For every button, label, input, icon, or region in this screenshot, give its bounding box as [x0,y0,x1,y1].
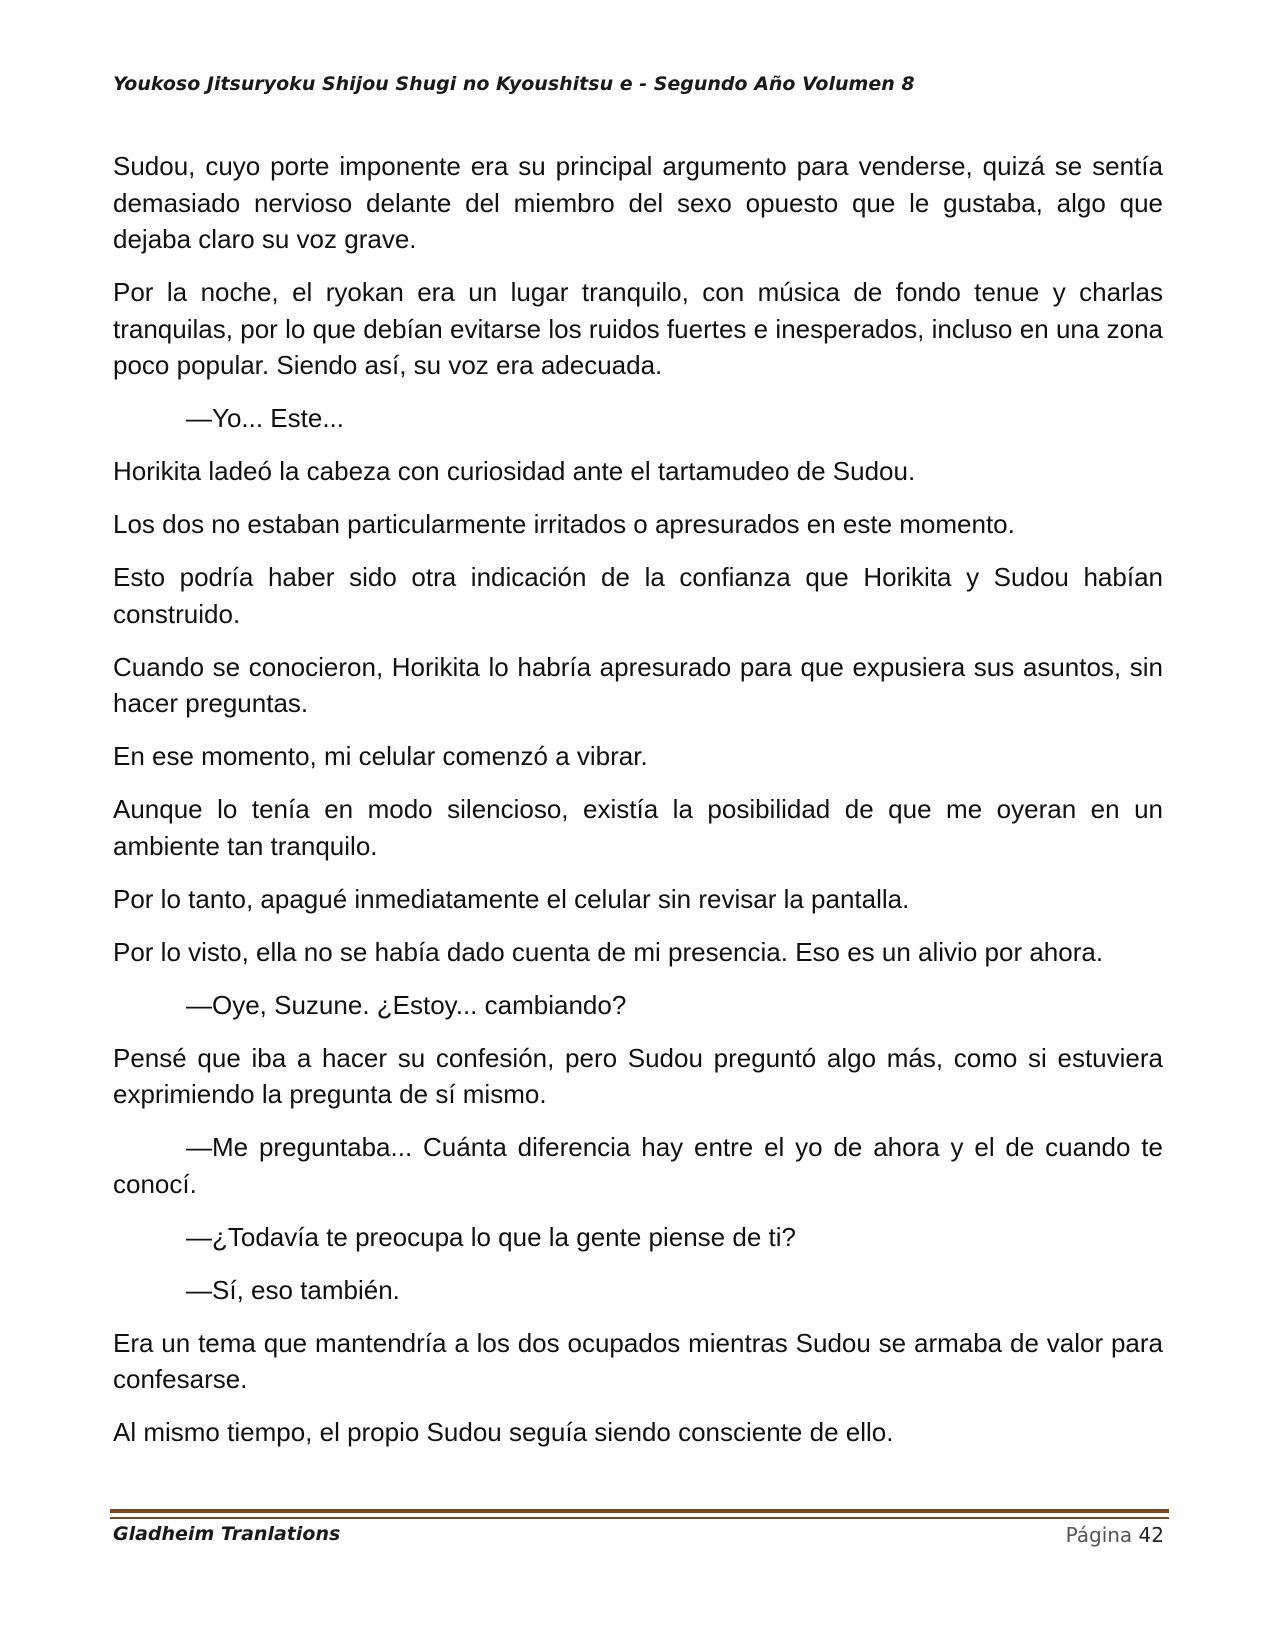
paragraph-10: Por lo visto, ella no se había dado cuenta de mi presencia. Eso es un alivio por ahora. [113,936,1104,967]
paragraph-6: Cuando se conocieron, Horikita lo habría apresurado para que expusiera sus asuntos, sin hacer preguntas. [113,651,1163,718]
paragraph-8: Aunque lo tenía en modo silencioso, existía la posibilidad de que me oyeran en un ambiente tan tranquilo. [113,794,1163,861]
paragraph-9: Por lo tanto, apagué inmediatamente el celular sin revisar la pantalla. [113,883,910,914]
paragraph-13: Al mismo tiempo, el propio Sudou seguía siendo consciente de ello. [113,1417,894,1447]
dialog-line-1: —Yo... Este... [186,403,345,433]
dialog-line-4: —¿Todavía te preocupa lo que la gente piense de ti? [186,1221,796,1252]
paragraph-2: Por la noche, el ryokan era un lugar tranquilo, con música de fondo tenue y charlas tranquilas, por lo que debían evitarse los ruidos fuertes e inesperados, incluso en una zona poco popular. Siendo así, su voz era adecuada. [113,277,1163,380]
paragraph-3: Horikita ladeó la cabeza con curiosidad ante el tartamudeo de Sudou. [113,456,916,486]
running-header-title: Youkoso Jitsuryoku Shijou Shugi no Kyoushitsu e - Segundo Año Volumen 8 [113,73,915,95]
paragraph-1: Sudou, cuyo porte imponente era su principal argumento para venderse, quizá se sentía demasiado nervioso delante del miembro del sexo opuesto que le gustaba, algo que dejaba claro su voz grave. [113,151,1163,254]
paragraph-5: Esto podría haber sido otra indicación de la confianza que Horikita y Sudou habían construido. [113,562,1163,629]
dialog-line-5: —Sí, eso también. [186,1274,400,1305]
footer-rule-thick [110,1509,1169,1513]
dialog-line-3: —Me preguntaba... Cuánta diferencia hay entre el yo de ahora y el de cuando te conocí. [113,1132,1163,1199]
paragraph-7: En ese momento, mi celular comenzó a vibrar. [113,741,648,771]
paragraph-4: Los dos no estaban particularmente irritados o apresurados en este momento. [113,509,1015,539]
page-number-block [1066,1523,1164,1547]
dialog-line-2: —Oye, Suzune. ¿Estoy... cambiando? [186,989,627,1020]
page-number: 42 [1138,1523,1164,1547]
paragraph-12: Era un tema que mantendría a los dos ocupados mientras Sudou se armaba de valor para confesarse. [113,1327,1163,1394]
paragraph-11: Pensé que iba a hacer su confesión, pero Sudou preguntó algo más, como si estuviera exprimiendo la pregunta de sí mismo. [113,1042,1163,1109]
body-text [113,148,1163,1467]
footer-publisher: Gladheim Tranlations [113,1523,341,1545]
footer-rule-thin [110,1517,1169,1519]
page-label: Página [1065,1523,1133,1547]
